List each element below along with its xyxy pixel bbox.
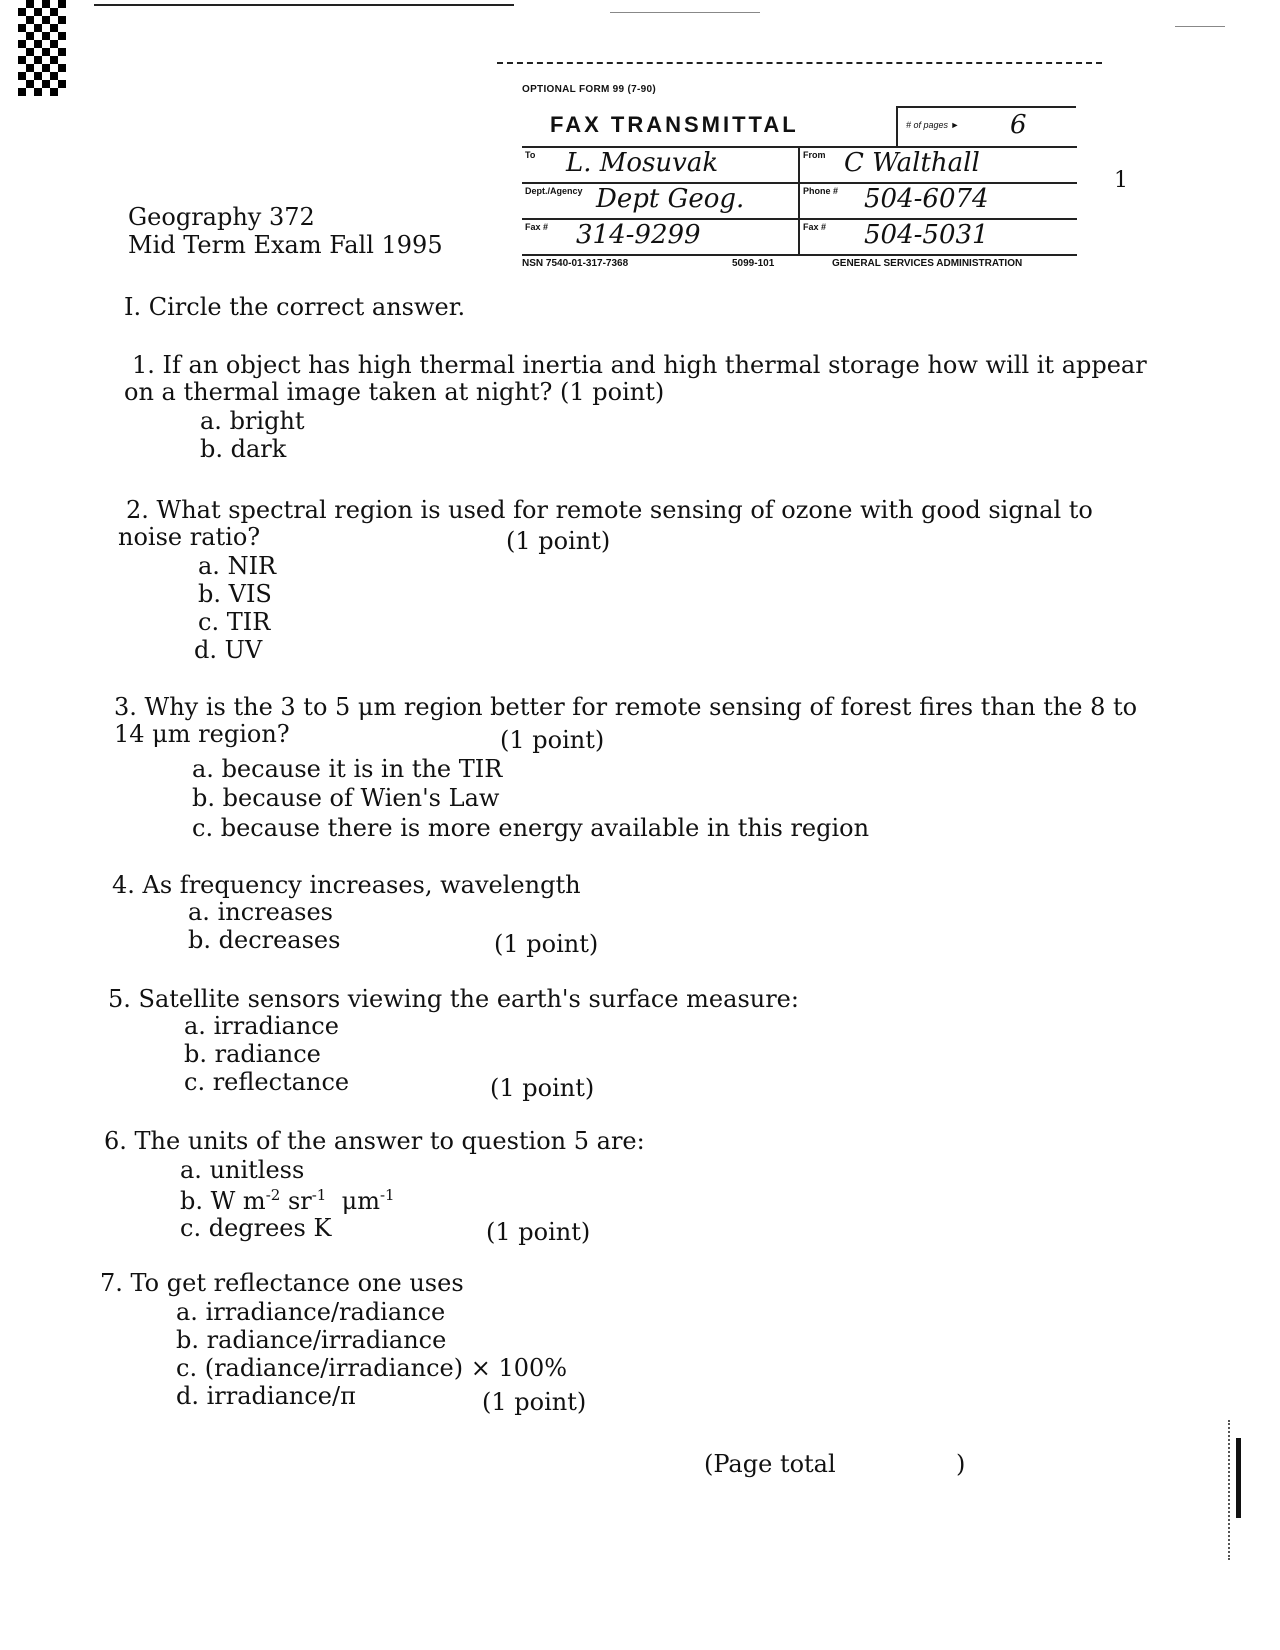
question-1-option-a[interactable]: a. bright xyxy=(200,407,305,435)
question-6-option-c[interactable]: c. degrees K xyxy=(180,1214,332,1242)
question-3-stem-line1: 3. Why is the 3 to 5 μm region better for remote sensing of forest fires than the 8 to xyxy=(114,693,1138,721)
question-3-option-a[interactable]: a. because it is in the TIR xyxy=(192,755,503,783)
page-total-close: ) xyxy=(956,1450,966,1478)
page-number: 1 xyxy=(1114,168,1128,193)
fax-row-to xyxy=(522,148,1077,184)
course-title: Geography 372 xyxy=(128,203,315,231)
question-4-stem-line1: 4. As frequency increases, wavelength xyxy=(112,871,581,899)
exam-heading xyxy=(128,203,443,259)
fax-row-fax xyxy=(522,220,1077,256)
question-3-points: (1 point) xyxy=(500,726,605,754)
fax-label: Fax # xyxy=(525,222,549,232)
question-1-stem-line1: 1. If an object has high thermal inertia and high thermal storage how will it appear xyxy=(132,351,1147,379)
page-total-label: (Page total xyxy=(704,1450,836,1478)
dept-label: Dept./Agency xyxy=(525,186,583,196)
question-5-points: (1 point) xyxy=(490,1074,595,1102)
question-4-points: (1 point) xyxy=(494,930,599,958)
question-4-option-b[interactable]: b. decreases xyxy=(188,926,341,954)
units-sup-3: -1 xyxy=(379,1186,395,1204)
units-mid-2: μm xyxy=(326,1187,380,1215)
question-6-option-b-text: b. W m xyxy=(180,1187,266,1215)
nsn-code: NSN 7540-01-317-7368 xyxy=(522,258,629,269)
exam-title: Mid Term Exam Fall 1995 xyxy=(128,231,443,259)
question-1-stem-line2: on a thermal image taken at night? (1 point) xyxy=(124,378,665,406)
pages-box xyxy=(896,106,1076,146)
question-5-option-b[interactable]: b. radiance xyxy=(184,1040,321,1068)
form-code: OPTIONAL FORM 99 (7-90) xyxy=(522,84,656,95)
question-2-option-c[interactable]: c. TIR xyxy=(198,608,271,636)
question-7-option-b[interactable]: b. radiance/irradiance xyxy=(176,1326,447,1354)
scan-edge-mark xyxy=(1236,1438,1241,1518)
question-5-option-a[interactable]: a. irradiance xyxy=(184,1012,339,1040)
question-7 xyxy=(100,1270,464,1297)
phone-label: Phone # xyxy=(803,186,839,196)
question-5-stem-line1: 5. Satellite sensors viewing the earth's surface measure: xyxy=(108,985,799,1013)
question-2-points: (1 point) xyxy=(506,527,611,555)
fax-value: 314-9299 xyxy=(576,220,701,250)
question-3-option-c[interactable]: c. because there is more energy available in this region xyxy=(192,814,870,842)
question-6-points: (1 point) xyxy=(486,1218,591,1246)
question-4-option-a[interactable]: a. increases xyxy=(188,898,333,926)
question-6-stem-line1: 6. The units of the answer to question 5 are: xyxy=(104,1127,645,1155)
pages-label: # of pages ► xyxy=(906,120,960,130)
question-7-option-c[interactable]: c. (radiance/irradiance) × 100% xyxy=(176,1354,568,1382)
fax2-label: Fax # xyxy=(803,222,827,232)
scan-edge-dots xyxy=(1228,1420,1232,1560)
question-6 xyxy=(104,1128,645,1155)
top-scan-rule-3 xyxy=(1175,26,1225,27)
question-3-stem-line2: 14 μm region? xyxy=(114,720,290,748)
question-1-option-b[interactable]: b. dark xyxy=(200,435,287,463)
question-2-option-d[interactable]: d. UV xyxy=(194,636,263,664)
question-3 xyxy=(114,694,1137,748)
fax-grid xyxy=(522,146,1077,256)
question-7-stem-line1: 7. To get reflectance one uses xyxy=(100,1269,464,1297)
fax-title: FAX TRANSMITTAL xyxy=(550,112,799,137)
fax2-value: 504-5031 xyxy=(864,220,989,250)
question-7-option-d[interactable]: d. irradiance/π xyxy=(176,1382,356,1410)
question-2-option-a[interactable]: a. NIR xyxy=(198,552,277,580)
question-5 xyxy=(108,986,799,1013)
fax-cut-line xyxy=(497,62,1102,64)
question-1 xyxy=(124,352,1147,406)
units-sup-2: -1 xyxy=(311,1186,327,1204)
question-2-stem-line2: noise ratio? xyxy=(118,523,261,551)
to-value: L. Mosuvak xyxy=(566,148,719,178)
fax-row-dept xyxy=(522,184,1077,220)
phone-value: 504-6074 xyxy=(864,184,989,214)
to-label: To xyxy=(525,150,536,160)
from-value: C Walthall xyxy=(844,148,980,178)
section-instruction: I. Circle the correct answer. xyxy=(124,293,466,321)
units-mid: sr xyxy=(280,1187,312,1215)
question-4 xyxy=(112,872,581,899)
question-6-option-b[interactable] xyxy=(180,1186,395,1215)
units-sup-1: -2 xyxy=(265,1186,281,1204)
question-3-option-b[interactable]: b. because of Wien's Law xyxy=(192,784,500,812)
question-7-option-a[interactable]: a. irradiance/radiance xyxy=(176,1298,446,1326)
agency-name: GENERAL SERVICES ADMINISTRATION xyxy=(832,258,1023,269)
scan-checker-mark xyxy=(18,0,66,96)
question-7-points: (1 point) xyxy=(482,1388,587,1416)
question-2-option-b[interactable]: b. VIS xyxy=(198,580,272,608)
question-2-stem-line1: 2. What spectral region is used for remote sensing of ozone with good signal to xyxy=(126,496,1093,524)
question-5-option-c[interactable]: c. reflectance xyxy=(184,1068,350,1096)
top-scan-rule-2 xyxy=(610,12,760,13)
question-6-option-a[interactable]: a. unitless xyxy=(180,1156,305,1184)
dept-value: Dept Geog. xyxy=(596,184,745,214)
pages-value: 6 xyxy=(1010,110,1027,140)
from-label: From xyxy=(803,150,826,160)
top-scan-rule xyxy=(94,4,514,6)
form-number: 5099-101 xyxy=(732,258,775,269)
